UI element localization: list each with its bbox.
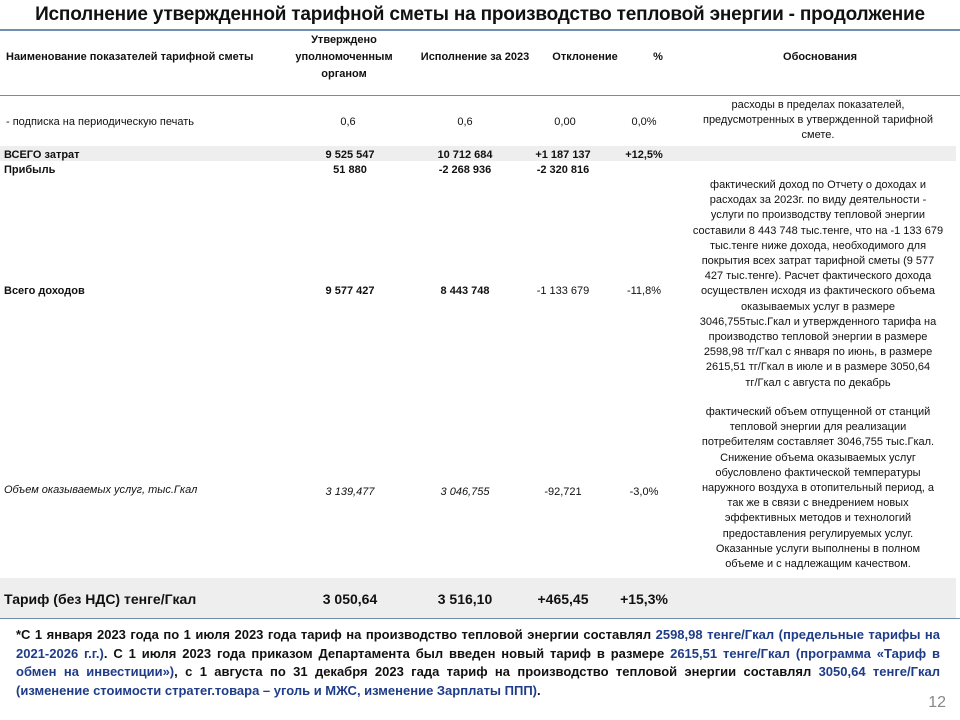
justification-line: предусмотренных в утвержденной тарифной — [702, 114, 933, 127]
justification-line: тепловой энергии для реализации — [729, 421, 907, 434]
row-volume-deviation: -92,721 — [544, 486, 582, 498]
justification-income — [680, 178, 956, 391]
row-volume-execution: 3 046,755 — [440, 486, 490, 498]
row-subscription-percent: 0,0% — [631, 116, 657, 128]
header-approved — [288, 32, 400, 83]
header-name: Наименование показателей тарифной сметы — [6, 51, 254, 63]
tariff-approved: 3 050,64 — [322, 591, 378, 607]
tariff-deviation: +465,45 — [537, 591, 589, 607]
justification-line: объеме и с надлежащим качеством. — [725, 558, 911, 571]
row-total-income-percent: -11,8% — [626, 285, 662, 297]
header-justification: Обоснования — [783, 51, 857, 63]
page-title: Исполнение утвержденной тарифной сметы на производство тепловой энергии - продолжение — [35, 4, 925, 25]
footnote-text-3: , с 1 августа по 31 декабря 2023 гада тариф на производство тепловой энергии составлял — [174, 664, 819, 679]
row-total-costs-approved: 9 525 547 — [325, 149, 375, 161]
row-subscription-name: - подписка на периодическую печать — [6, 116, 194, 128]
justification-line: 3046,755тыс.Гкал и утвержденного тарифа на — [699, 315, 937, 328]
justification-line: услуги по производству тепловой энергии — [710, 209, 926, 222]
footnote-text-2: . С 1 июля 2023 года приказом Департамента был введен новый тариф в размере — [103, 645, 671, 661]
justification-line: обусловлено фактической температуры — [715, 466, 921, 479]
tariff-percent: +15,3% — [620, 591, 668, 607]
justification-line: предоставления регулируемых услуг. — [722, 527, 914, 540]
row-volume-approved: 3 139,477 — [325, 486, 375, 498]
row-subscription-execution: 0,6 — [457, 116, 473, 128]
justification-line: фактический объем отпущенной от станций — [705, 406, 931, 418]
justification-line: 427 тыс.тенге). Расчет фактического дохода — [704, 270, 932, 283]
footnote-highlight-2: 2615,51 тенге/Гкал (программа «Тариф в обмен на инвестиции») — [16, 645, 941, 679]
justification-line: 2598,98 тг/Гкал с января по июнь, в размере — [703, 346, 933, 359]
row-total-costs-deviation: +1 187 137 — [535, 149, 591, 161]
justification-line: осуществлен исходя из фактического объема — [701, 285, 935, 298]
justification-line: Снижение объема оказываемых услуг — [720, 451, 916, 464]
footnote-text-1: *С 1 января 2023 года по 1 июля 2023 года тариф на производство тепловой энергии составлял — [16, 627, 656, 642]
justification-line: тыс.тенге ниже дохода, необходимого для — [709, 239, 927, 252]
tariff-name: Тариф (без НДС) тенге/Гкал — [4, 591, 197, 607]
justification-line: расходы в пределах показателей, — [731, 99, 905, 111]
row-profit-execution: -2 268 936 — [438, 164, 492, 176]
header-approved-line-3: органом — [321, 68, 367, 80]
header-top-line — [0, 29, 960, 31]
footnote — [16, 626, 940, 700]
justification-line: тг/Гкал с августа по декабрь — [745, 376, 891, 389]
row-volume-name: Объем оказываемых услуг, тыс.Гкал — [4, 484, 198, 496]
justification-line: производство тепловой энергии в размере — [708, 331, 928, 344]
row-total-costs-name: ВСЕГО затрат — [4, 149, 80, 161]
header-execution: Исполнение за 2023 — [420, 51, 530, 63]
page-number: 12 — [928, 694, 946, 711]
row-profit-approved: 51 880 — [333, 164, 367, 176]
footnote-highlight-1: 2598,98 тенге/Гкал (предельные тарифы на 2021-2026 г.г.) — [16, 627, 940, 661]
justification-line: эффективных методов и технологий — [724, 512, 912, 525]
header-deviation: Отклонение — [552, 51, 618, 63]
justification-line: потребителям составляет 3046,755 тыс.Гкал. — [701, 436, 935, 449]
justification-line: 2615,51 тг/Гкал в июле и в размере 3050,64 — [705, 361, 931, 374]
justification-line: расходах за 2023г. по виду деятельности - — [709, 194, 927, 207]
footnote-text-4: . — [537, 682, 541, 698]
justification-line: оказываемых услуг в размере — [741, 300, 895, 313]
tariff-row-bottom-line — [0, 618, 960, 619]
row-volume-percent: -3,0% — [629, 486, 659, 498]
justification-line: так же в связи с внедрением новых — [727, 497, 909, 510]
justification-volume — [680, 405, 956, 572]
row-subscription-approved: 0,6 — [340, 116, 356, 128]
row-total-income-execution: 8 443 748 — [440, 285, 490, 297]
row-total-income-deviation: -1 133 679 — [536, 285, 590, 297]
justification-line: составили 8 443 748 тыс.тенге, что на -1 133 679 — [692, 224, 944, 237]
row-subscription-deviation: 0,00 — [554, 116, 576, 128]
footnote-highlight-3: 3050,64 тенге/Гкал (изменение стоимости стратег.товара – уголь и МЖС, изменение Зарплаты ППП) — [16, 664, 940, 698]
tariff-execution: 3 516,10 — [437, 591, 493, 607]
row-profit-name: Прибыль — [4, 164, 56, 176]
justification-line: Оказанные услуги выполнены в полном — [715, 542, 921, 555]
justification-line: смете. — [801, 129, 835, 142]
row-total-income-name: Всего доходов — [4, 285, 85, 297]
row-total-income-approved: 9 577 427 — [325, 285, 375, 297]
justification-line: покрытия всех затрат тарифной сметы (9 577 — [701, 255, 935, 268]
justification-line: наружного воздуха в отопительный период, а — [701, 482, 935, 495]
header-approved-line-1: Утверждено — [311, 34, 377, 46]
row-total-costs-execution: 10 712 684 — [437, 149, 493, 161]
row-total-costs-percent: +12,5% — [625, 149, 663, 161]
header-bottom-line — [0, 95, 960, 96]
header-percent: % — [653, 51, 663, 63]
row-profit-deviation: -2 320 816 — [536, 164, 590, 176]
header-approved-line-2: уполномоченным — [295, 51, 393, 63]
justification-subscription — [680, 98, 956, 144]
justification-line: фактический доход по Отчету о доходах и — [710, 179, 926, 191]
